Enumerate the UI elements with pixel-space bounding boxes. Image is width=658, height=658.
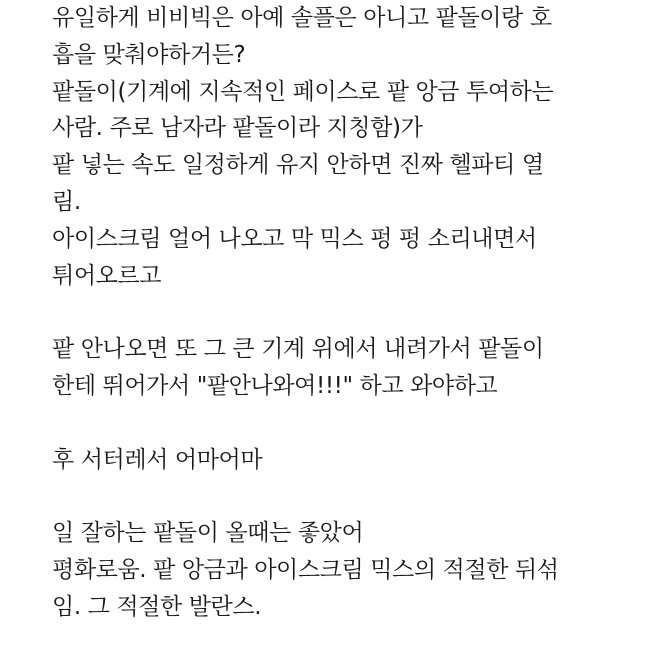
text-line: 팥 넣는 속도 일정하게 유지 안하면 진짜 헬파티 열 xyxy=(52,152,544,179)
text-line: 한테 뛰어가서 "팥안나와여!!!" 하고 와야하고 xyxy=(52,372,498,399)
text-line: 튀어오르고 xyxy=(52,262,162,289)
text-line: 임. 그 적절한 발란스. xyxy=(52,593,262,620)
text-line: 흡을 맞춰야하거든? xyxy=(52,41,246,68)
paragraph-gap xyxy=(52,294,652,331)
text-line: 팥 안나오면 또 그 큰 기계 위에서 내려가서 팥돌이 xyxy=(52,336,544,363)
text-line: 팥돌이(기계에 지속적인 페이스로 팥 앙금 투여하는 xyxy=(52,78,554,105)
text-line: 후 서터레서 어마어마 xyxy=(52,446,263,473)
text-line: 림. xyxy=(52,188,81,215)
text-line: 평화로움. 팥 앙금과 아이스크림 믹스의 적절한 뒤섞 xyxy=(52,556,559,583)
text-line: 유일하게 비비빅은 아예 솔플은 아니고 팥돌이랑 호 xyxy=(52,5,552,31)
text-line: 아이스크림 얼어 나오고 막 믹스 펑 펑 소리내면서 xyxy=(52,225,537,252)
post-body xyxy=(52,0,652,626)
paragraph-gap xyxy=(52,405,652,442)
text-line: 사람. 주로 남자라 팥돌이라 지칭함)가 xyxy=(52,115,423,142)
paragraph-gap xyxy=(52,478,652,515)
text-line: 일 잘하는 팥돌이 올때는 좋았어 xyxy=(52,520,364,547)
